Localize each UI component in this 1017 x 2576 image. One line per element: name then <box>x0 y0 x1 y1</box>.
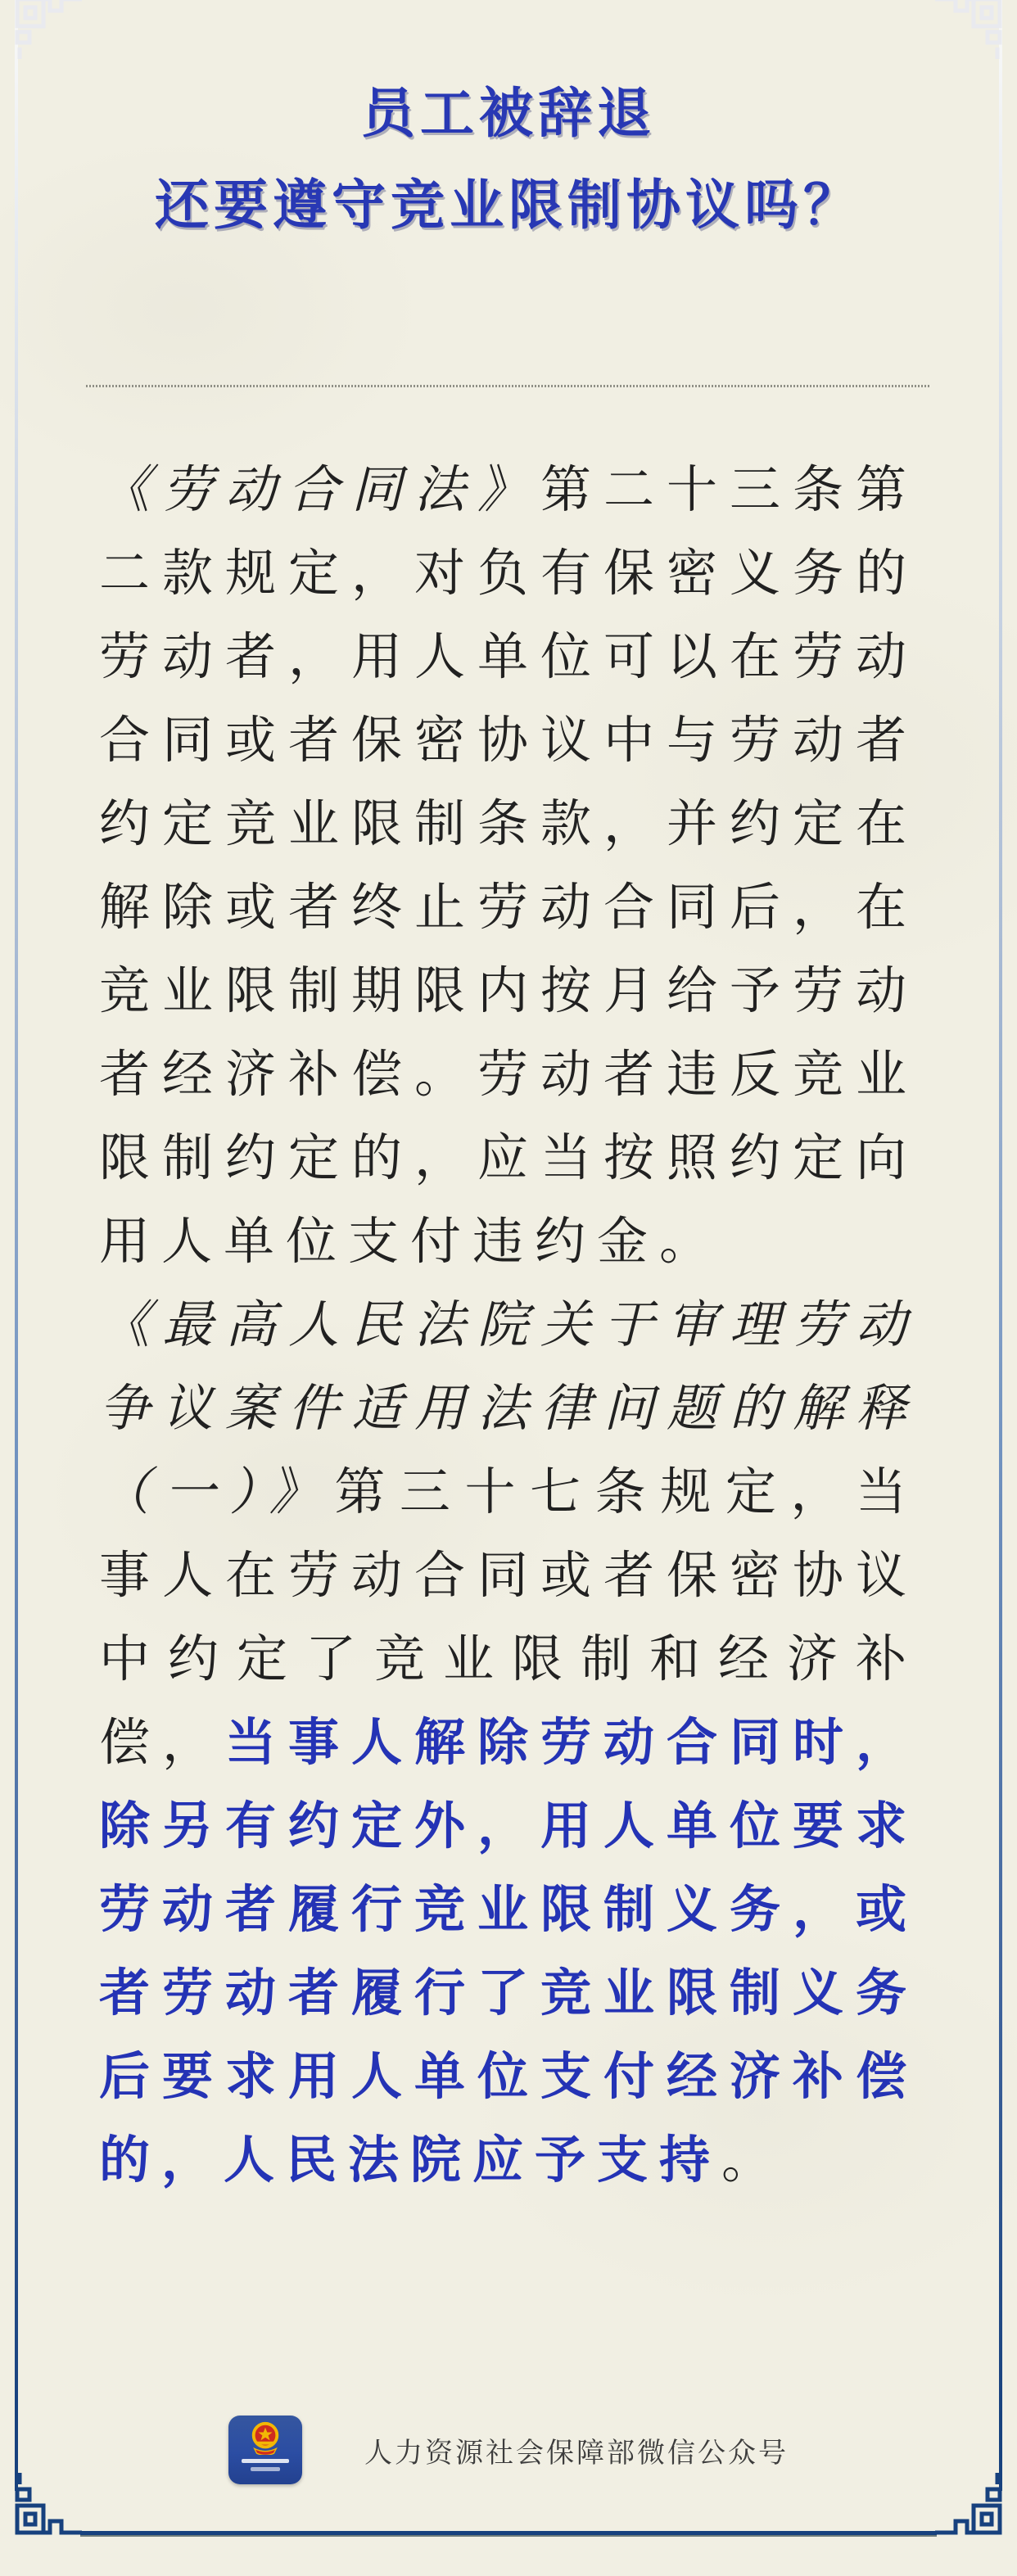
law-name-court-interpretation: 《最高人民法院关于审理劳动争议案件适用法律问题的解释（一）》 <box>99 1297 918 1521</box>
corner-ornament-top-left-icon <box>13 0 82 59</box>
frame-line-bottom <box>80 2531 937 2537</box>
corner-ornament-top-right-icon <box>935 0 1004 59</box>
logo-text-line <box>251 2467 280 2471</box>
paragraph-2-period: 。 <box>721 2132 784 2189</box>
paragraph-labor-contract-law <box>99 449 918 1284</box>
footer-account-label: 人力资源社会保障部微信公众号 <box>364 2437 789 2469</box>
frame-line-left <box>15 0 18 2491</box>
law-name-labor-contract-law: 《劳动合同法》 <box>99 462 540 518</box>
paragraph-2-highlight: 当事人解除劳动合同时，除另有约定外，用人单位要求劳动者履行竞业限制义务，或者劳动者履行了竞业限制义务后要求用人单位支付经济补偿的，人民法院应予支持 <box>99 1715 918 2189</box>
footer <box>0 2416 1017 2484</box>
paragraph-2-text: 第三十七条规定，当事人在劳动合同或者保密协议中约定了竞业限制和经济补偿， <box>99 1464 918 1771</box>
body-text <box>99 449 918 2203</box>
logo-text-line <box>242 2459 289 2463</box>
title-line-1: 员工被辞退 <box>361 84 656 144</box>
national-emblem-icon <box>246 2420 284 2455</box>
frame-line-right <box>999 0 1002 2491</box>
page-title <box>0 69 1017 252</box>
mohrss-logo-icon <box>228 2416 302 2484</box>
title-line-2: 还要遵守竞业限制协议吗？ <box>155 176 862 236</box>
paragraph-supreme-court-interpretation <box>99 1284 918 2203</box>
paragraph-1-text: 第二十三条第二款规定，对负有保密义务的劳动者，用人单位可以在劳动合同或者保密协议中与劳动者约定竞业限制条款，并约定在解除或者终止劳动合同后，在竞业限制期限内按月给予劳动者经济补偿。劳动者违反竞业限制约定的，应当按照约定向用人单位支付违约金。 <box>99 462 918 1270</box>
divider-line <box>86 385 931 387</box>
